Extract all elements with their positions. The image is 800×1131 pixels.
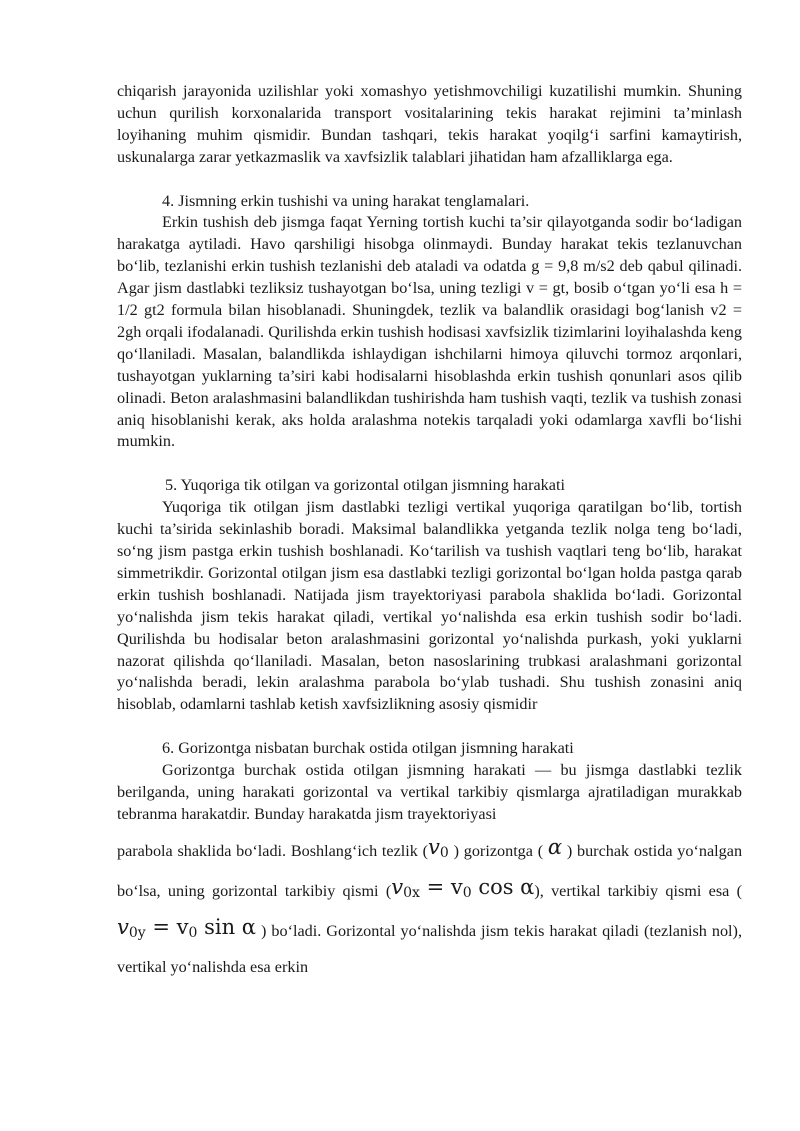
text-column: [117, 81, 742, 984]
formula-v0: $v_0$: [428, 834, 449, 861]
text-segment: ) burchak ostida yo‘nalgan bo‘lsa, uning gorizontal tarkibiy qismi (: [117, 841, 743, 900]
paragraph-intro: chiqarish jarayonida uzilishlar yoki xomashyo yetishmovchiligi kuzatilishi mumkin. Shuning uchun qurilish korxonalarida transport vositalarining tekis harakat rejimini ta’minlash loyihaning muhim qismidir. Bundan tashqari, tekis harakat yoqilg‘i sarfini kamaytirish, uskunalarga zarar yetkazmaslik va xavfsizlik talablari jihatidan ham afzalliklarga ega.: [117, 82, 742, 166]
formula-alpha: α: [547, 834, 563, 859]
text-segment: ) gorizontga (: [453, 841, 544, 860]
section-5-body: Yuqoriga tik otilgan jism dastlabki tezligi vertikal yuqoriga qaratilgan bo‘lib, tortish kuchi ta’sirida sekinlashib boradi. Maksimal balandlikka yetganda tezlik nolga teng bo‘ladi, so‘ng jism pastga erkin tushish boshlanadi. Ko‘tarilish va tushish vaqtlari teng bo‘lib, harakat simmetrikdir. Gorizontal otilgan jism esa dastlabki tezligi gorizontal bo‘lgan holda pastga qarab erkin tushish boshlanadi. Natijada jism trayektoriyasi parabola shaklida bo‘ladi. Gorizontal yo‘nalishda jism tekis harakat qiladi, vertikal yo‘nalishda esa erkin tushish sodir bo‘ladi. Qurilishda bu hodisalar beton aralashmasini gorizontal yo‘nalishda purkash, yoki yuklarni nazorat qilishda qo‘llaniladi. Masalan, beton nasoslarining trubkasi aralashmani gorizontal yo‘nalishda beradi, lekin aralashma parabola bo‘ylab tushadi. Shu tushish zonasini aniq hisoblab, odamlarni tashlab ketish xavfsizlikning asosiy qismidir: [117, 498, 742, 714]
spacer: [117, 716, 742, 738]
section-4-heading: 4. Jismning erkin tushishi va uning harakat tenglamalari.: [162, 191, 530, 210]
formula-v0x: $v_{0x} = v_0$ cos α: [391, 874, 535, 901]
text-segment: parabola shaklida bo‘ladi. Boshlang‘ich tezlik (: [117, 841, 429, 860]
section-6-heading: 6. Gorizontga nisbatan burchak ostida otilgan jismning harakati: [162, 739, 574, 758]
text-segment: vertikal tarkibiy qismi esa (: [551, 881, 743, 900]
section-5-heading: 5. Yuqoriga tik otilgan va gorizontal otilgan jismning harakati: [165, 476, 565, 495]
text-segment: ),: [534, 881, 544, 900]
section-6-body: Gorizontga burchak ostida otilgan jismning harakati — bu jismga dastlabki tezlik berilganda, uning harakati gorizontal va vertikal tarkibiy qismlarga ajratiladigan murakkab tebranma harakatdir. Bunday harakatda jism trayektoriyasi: [117, 761, 742, 823]
section-6-formula-paragraph: [117, 830, 742, 984]
spacer: [117, 169, 742, 191]
formula-v0y: $v_{0y} = v_0$ sin α: [117, 914, 256, 941]
section-4-body: Erkin tushish deb jismga faqat Yerning tortish kuchi ta’sir qilayotganda sodir bo‘ladigan harakatga aytiladi. Havo qarshiligi hisobga olinmaydi. Bunday harakat tekis tezlanuvchan bo‘lib, tezlanishi erkin tushish tezlanishi deb ataladi va odatda g = 9,8 m/s2 deb qabul qilinadi. Agar jism dastlabki tezliksiz tushayotgan bo‘lsa, uning tezligi v = gt, bosib o‘tgan yo‘li esa h = 1/2 gt2 formula bilan hisoblanadi. Shuningdek, tezlik va balandlik orasidagi bog‘lanish v2 = 2gh orqali ifodalanadi. Qurilishda erkin tushish hodisasi xavfsizlik tizimlarini loyihalashda keng qo‘llaniladi. Masalan, balandlikda ishlaydigan ishchilarni himoya qiluvchi tormoz arqonlari, tushayotgan yuklarning ta’siri kabi hodisalarni hisoblashda erkin tushish qonunlari asos qilib olinadi. Beton aralashmasini balandlikdan tushirishda ham tushish vaqti, tezlik va tushish zonasi aniq hisoblanishi kerak, aks holda aralashma notekis tarqaladi yoki odamlarga xavfli bo‘lishi mumkin.: [117, 213, 742, 451]
spacer: [117, 453, 742, 475]
text-segment: ) bo‘ladi. Gorizontal yo‘nalishda jism tekis harakat qiladi (tezlanish nol), vertikal yo‘nalishda esa erkin: [117, 921, 742, 976]
